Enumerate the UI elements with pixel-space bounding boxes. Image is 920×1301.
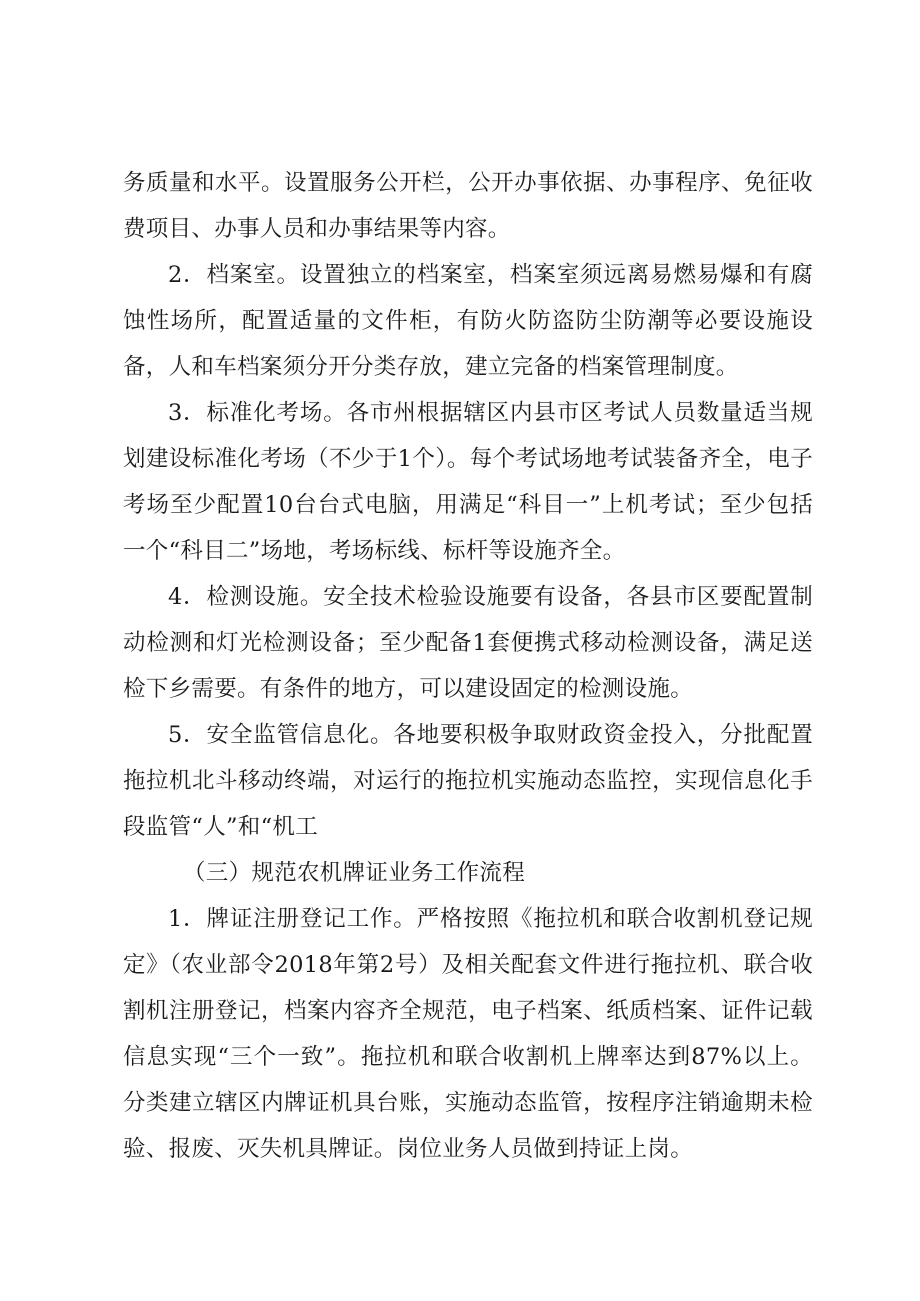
body-text [123, 160, 813, 1172]
paragraph-informatization: 5．安全监管信息化。各地要积极争取财政资金投入，分批配置拖拉机北斗移动终端，对运行的拖拉机实施动态监控，实现信息化手段监管“人”和“机工 [123, 722, 813, 840]
paragraph-registration: 1．牌证注册登记工作。严格按照《拖拉机和联合收割机登记规定》（农业部令2018年第2号）及相关配套文件进行拖拉机、联合收割机注册登记，档案内容齐全规范，电子档案、纸质档案、证件记载信息实现“三个一致”。拖拉机和联合收割机上牌率达到87%以上。分类建立辖区内牌证机具台账，实施动态监管，按程序注销逾期未检验、报废、灭失机具牌证。岗位业务人员做到持证上岗。 [123, 906, 813, 1162]
section-heading: （三）规范农机牌证业务工作流程 [183, 860, 526, 886]
paragraph-continuation: 务质量和水平。设置服务公开栏，公开办事依据、办事程序、免征收费项目、办事人员和办事结果等内容。 [123, 170, 813, 242]
paragraph-inspection-facilities: 4．检测设施。安全技术检验设施要有设备，各县市区要配置制动检测和灯光检测设备；至少配备1套便携式移动检测设备，满足送检下乡需要。有条件的地方，可以建设固定的检测设施。 [123, 584, 813, 702]
paragraph-exam-site: 3．标准化考场。各市州根据辖区内县市区考试人员数量适当规划建设标准化考场（不少于1个）。每个考试场地考试装备齐全，电子考场至少配置10台台式电脑，用满足“科目一”上机考试；至少包括一个“科目二”场地，考场标线、标杆等设施齐全。 [123, 400, 813, 564]
paragraph-archive-room: 2．档案室。设置独立的档案室，档案室须远离易燃易爆和有腐蚀性场所，配置适量的文件柜，有防火防盗防尘防潮等必要设施设备，人和车档案须分开分类存放，建立完备的档案管理制度。 [123, 262, 813, 380]
